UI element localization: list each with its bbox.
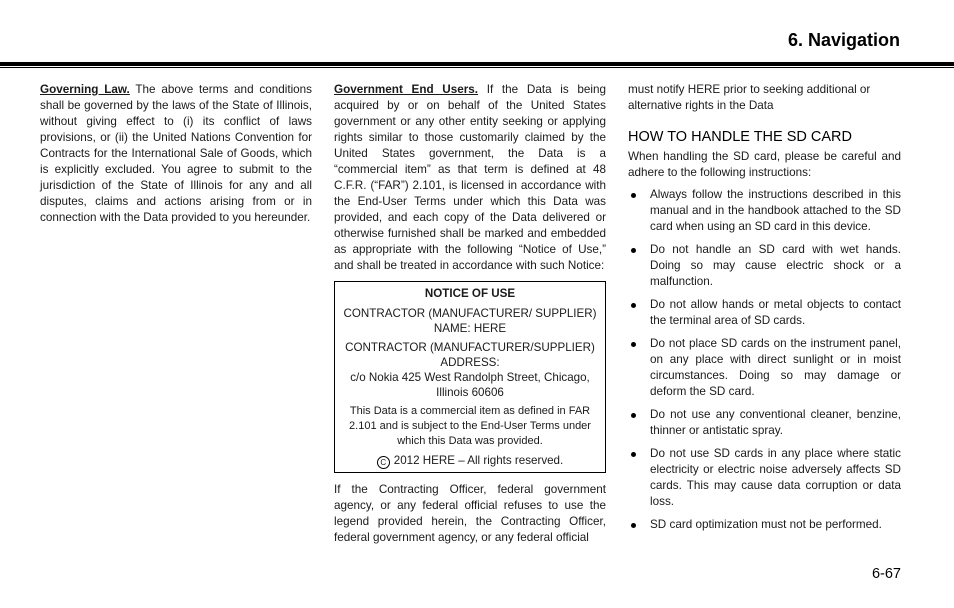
notice-title: NOTICE OF USE [424, 287, 516, 300]
list-item-text: Always follow the instructions described in this manual and in the handbook attached to the SD card when using an SD card in this device. [650, 188, 901, 233]
list-item [628, 297, 901, 329]
contracting-officer-paragraph: If the Contracting Officer, federal government agency, or any federal official refuses to use the legend provided herein, the Contracting Officer, federal government agency, or any federal official [334, 483, 606, 544]
page-number: 6-67 [871, 566, 901, 582]
header-rule-thin [0, 67, 954, 68]
section-title: 6. Navigation [787, 30, 900, 50]
bullet-icon [631, 342, 636, 347]
list-item [628, 336, 901, 400]
bullet-icon [631, 452, 636, 457]
governing-law-text: The above terms and conditions shall be governed by the laws of the State of Illinois, without giving effect to (i) its conflict of laws provisions, or (ii) the United Nations Convention for Contracts for the International Sale of Goods, which is explicitly excluded. You agree to submit to the jurisdiction of the State of Illinois for any and all disputes, claims and actions arising from or in connection with the Data provided to you hereunder. [40, 83, 313, 224]
governing-law-paragraph [40, 82, 312, 226]
list-item-text: SD card optimization must not be performed. [650, 518, 882, 531]
governing-law-lead: Governing Law. [40, 83, 130, 96]
notice-copyright-text: 2012 HERE – All rights reserved. [393, 454, 564, 467]
column-1 [40, 82, 312, 226]
notice-of-use-box [334, 281, 606, 473]
copyright-icon: C [377, 456, 390, 469]
list-item-text: Do not handle an SD card with wet hands. Doing so may cause electric shock or a malfunction. [650, 243, 901, 288]
notice-copyright [339, 453, 601, 469]
list-item [628, 446, 901, 510]
list-item-text: Do not allow hands or metal objects to contact the terminal area of SD cards. [650, 298, 901, 327]
list-item [628, 517, 901, 533]
list-item [628, 187, 901, 235]
column-3 [628, 82, 901, 540]
government-end-users-paragraph [334, 82, 606, 274]
header-rule-thick [0, 62, 954, 66]
bullet-icon [631, 523, 636, 528]
bullet-icon [631, 413, 636, 418]
notice-contractor-address: CONTRACTOR (MANUFACTURER/SUPPLIER) ADDRESS: [345, 341, 595, 369]
list-item-text: Do not use SD cards in any place where static electricity or electric noise adversely affects SD cards. This may cause data corruption or data loss. [650, 447, 901, 508]
notice-address-detail: c/o Nokia 425 West Randolph Street, Chicago, Illinois 60606 [350, 371, 590, 399]
notice-contractor-name: CONTRACTOR (MANUFACTURER/ SUPPLIER) NAME: HERE [343, 307, 597, 335]
sd-card-intro: When handling the SD card, please be careful and adhere to the following instructions: [628, 150, 901, 179]
bullet-icon [631, 248, 636, 253]
government-end-users-lead: Government End Users. [334, 83, 479, 96]
bullet-icon [631, 193, 636, 198]
list-item-text: Do not use any conventional cleaner, benzine, thinner or antistatic spray. [650, 408, 901, 437]
list-item [628, 407, 901, 439]
page-header [0, 0, 954, 68]
continuation-paragraph: must notify HERE prior to seeking additional or alternative rights in the Data [628, 83, 871, 112]
list-item-text: Do not place SD cards on the instrument panel, on any place with direct sunlight or in moist circumstances. Doing so may damage or deform the SD card. [650, 337, 901, 398]
sd-card-instructions [628, 187, 901, 533]
notice-far-text: This Data is a commercial item as defined in FAR 2.101 and is subject to the End-User Terms under which this Data was provided. [349, 405, 591, 447]
government-end-users-text: If the Data is being acquired by or on behalf of the United States government or any other entity seeking or applying rights similar to those customarily claimed by the United States government, the Data is a “commercial item” as that term is defined at 48 C.F.R. (“FAR”) 2.101, is licensed in accordance with the End-User Terms under which this Data was provided, and each copy of the Data delivered or otherwise furnished shall be marked and embedded as appropriate with the following “Notice of Use,” and shall be treated in accordance with such Notice: [334, 83, 606, 272]
column-2 [334, 82, 606, 546]
bullet-icon [631, 303, 636, 308]
list-item [628, 242, 901, 290]
sd-card-heading: HOW TO HANDLE THE SD CARD [628, 129, 852, 145]
